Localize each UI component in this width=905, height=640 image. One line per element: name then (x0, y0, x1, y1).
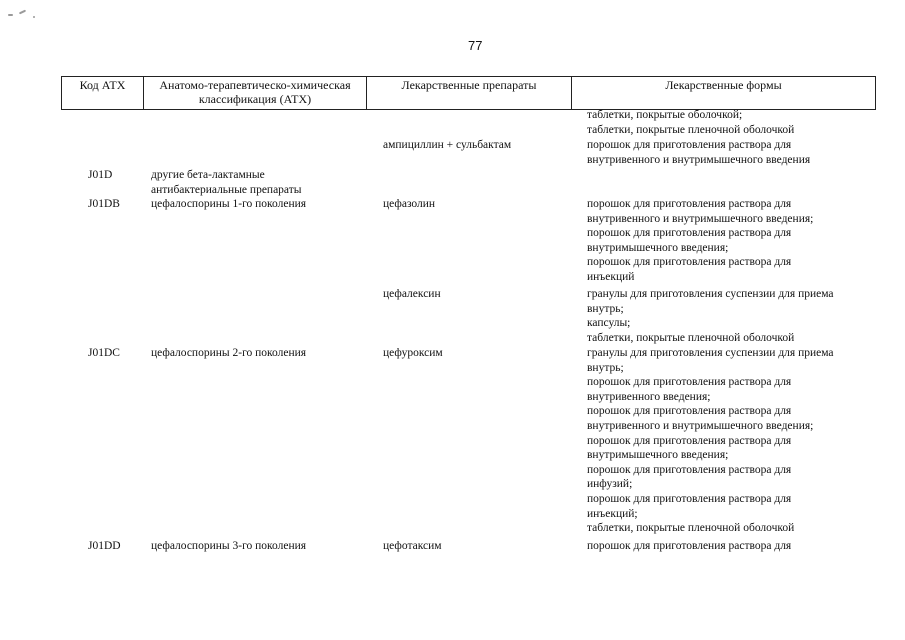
atc-code-cell: J01D (88, 169, 113, 181)
forms-cell (587, 197, 813, 285)
forms-cell (587, 108, 794, 137)
form-line: порошок для приготовления раствора для (587, 492, 792, 505)
form-line: таблетки, покрытые пленочной оболочкой (587, 331, 795, 344)
classification-cell: цефалоспорины 3-го поколения (151, 540, 307, 552)
form-line: внутрь; (587, 361, 624, 374)
drug-cell: цефалексин (383, 288, 441, 300)
forms-cell (587, 287, 834, 345)
form-line: внутривенного и внутримышечного введения; (587, 212, 814, 225)
form-line: внутримышечного введения; (587, 241, 729, 254)
form-line: внутримышечного введения; (587, 449, 729, 462)
forms-cell (587, 346, 834, 536)
form-line: таблетки, покрытые пленочной оболочкой (587, 123, 795, 136)
form-line: внутривенного и внутримышечного введения; (587, 419, 814, 432)
form-line: таблетки, покрытые пленочной оболочкой (587, 522, 795, 535)
drug-table-header (61, 76, 876, 110)
atc-code-cell: J01DD (88, 540, 121, 552)
form-line: инфузий; (587, 478, 633, 491)
classification-line: другие бета-лактамные (151, 169, 265, 181)
forms-cell (587, 138, 810, 167)
drug-cell: ампициллин + сульбактам (383, 139, 512, 151)
form-line: порошок для приготовления раствора для (587, 540, 792, 552)
header-drugs: Лекарственные препараты (367, 77, 572, 110)
drug-cell: цефазолин (383, 198, 436, 210)
form-line: внутривенного и внутримышечного введения (587, 153, 811, 166)
classification-cell (151, 168, 302, 197)
header-forms: Лекарственные формы (572, 77, 876, 110)
scan-speck (19, 10, 26, 15)
scan-speck (8, 14, 13, 16)
form-line: порошок для приготовления раствора для (587, 376, 792, 389)
classification-cell: цефалоспорины 2-го поколения (151, 347, 307, 359)
classification-line: антибактериальные препараты (151, 183, 302, 196)
form-line: внутривенного введения; (587, 390, 711, 403)
header-classification: Анатомо-терапевтическо-химическая классификация (АТХ) (144, 77, 367, 110)
header-code: Код АТХ (62, 77, 144, 110)
drug-cell: цефотаксим (383, 540, 442, 552)
scan-speck (33, 16, 35, 18)
form-line: порошок для приготовления раствора для (587, 139, 792, 151)
atc-code-cell: J01DC (88, 347, 120, 359)
form-line: порошок для приготовления раствора для (587, 434, 792, 447)
classification-cell: цефалоспорины 1-го поколения (151, 198, 307, 210)
form-line: порошок для приготовления раствора для (587, 198, 792, 210)
form-line: порошок для приготовления раствора для (587, 405, 792, 418)
form-line: гранулы для приготовления суспензии для приема (587, 347, 834, 359)
header-row (62, 77, 876, 110)
atc-code-cell: J01DB (88, 198, 120, 210)
form-line: внутрь; (587, 302, 624, 315)
form-line: порошок для приготовления раствора для (587, 227, 792, 240)
form-line: инъекций; (587, 507, 638, 520)
drug-cell: цефуроксим (383, 347, 443, 359)
form-line: капсулы; (587, 317, 631, 330)
form-line: гранулы для приготовления суспензии для приема (587, 288, 834, 300)
forms-cell (587, 539, 791, 554)
form-line: порошок для приготовления раствора для (587, 463, 792, 476)
form-line: порошок для приготовления раствора для (587, 256, 792, 269)
form-line: инъекций (587, 270, 635, 283)
page-number: 77 (468, 38, 483, 53)
form-line: таблетки, покрытые оболочкой; (587, 109, 743, 121)
